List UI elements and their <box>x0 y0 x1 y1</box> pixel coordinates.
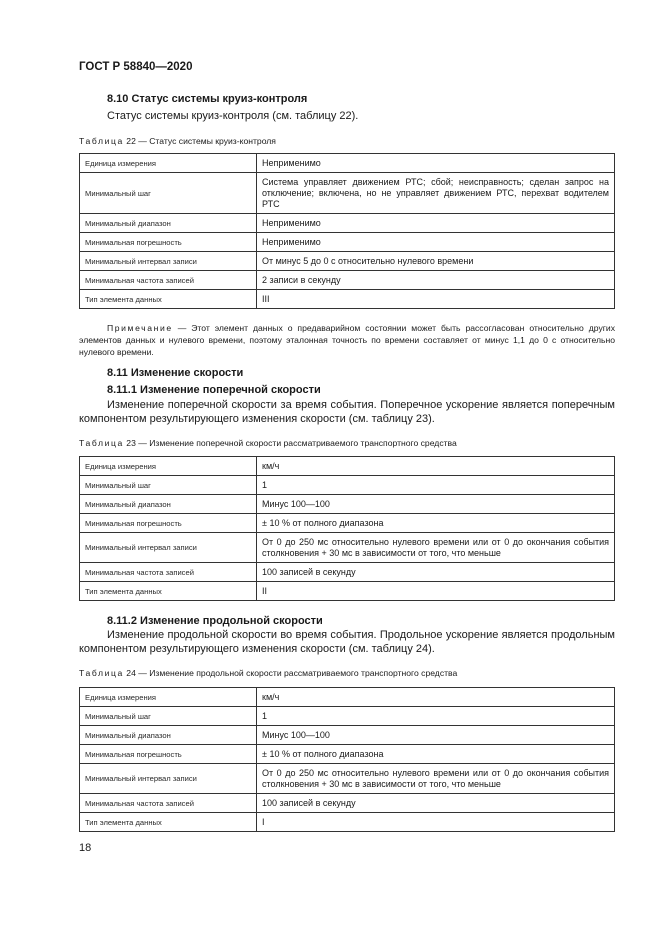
table-key-cell: Минимальный шаг <box>80 476 257 495</box>
table-value-cell: От 0 до 250 мс относительно нулевого времени или от 0 до окончания события столкновения + 30 мс в зависимости от того, что меньше <box>257 533 615 563</box>
table-24 <box>79 687 615 832</box>
table-key-cell: Единица измерения <box>80 154 257 173</box>
table-row <box>80 271 615 290</box>
note-text: — Этот элемент данных о предаварийном состоянии может быть рассогласован относительно других элементов данных и нулевого времени, поэтому эталонная точность по времени составляет от минус 1,1 до 0 с относительно нулевого времени. <box>79 323 615 357</box>
section-8-11-2-text: Изменение продольной скорости во время события. Продольное ускорение является продольным компонентом результирующего изменения скорости (см. таблицу 24). <box>79 629 615 655</box>
table-value-cell: Неприменимо <box>257 233 615 252</box>
table-row <box>80 707 615 726</box>
table-22-caption <box>79 136 276 146</box>
table-row <box>80 290 615 309</box>
table-row <box>80 214 615 233</box>
table-24-caption <box>79 668 457 678</box>
standard-header: ГОСТ Р 58840—2020 <box>79 61 193 73</box>
table-23-title: 23 — Изменение поперечной скорости рассматриваемого транспортного средства <box>126 438 457 448</box>
table-value-cell: I <box>257 813 615 832</box>
table-key-cell: Минимальный интервал записи <box>80 533 257 563</box>
table-row <box>80 495 615 514</box>
table-row <box>80 252 615 271</box>
table-row <box>80 533 615 563</box>
table-22-title: 22 — Статус системы круиз-контроля <box>126 136 276 146</box>
note-label: Примечание <box>107 323 173 333</box>
table-row <box>80 582 615 601</box>
table-key-cell: Тип элемента данных <box>80 582 257 601</box>
table-row <box>80 476 615 495</box>
page-number: 18 <box>79 842 92 854</box>
table-value-cell: Минус 100—100 <box>257 726 615 745</box>
table-row <box>80 764 615 794</box>
table-value-cell: ± 10 % от полного диапазона <box>257 745 615 764</box>
table-23-caption <box>79 438 457 448</box>
table-value-cell: 100 записей в секунду <box>257 794 615 813</box>
table-key-cell: Минимальный диапазон <box>80 495 257 514</box>
table-row <box>80 457 615 476</box>
table-key-cell: Минимальная погрешность <box>80 233 257 252</box>
table-row <box>80 745 615 764</box>
section-8-11-heading: 8.11 Изменение скорости <box>107 367 244 379</box>
table-key-cell: Минимальная погрешность <box>80 514 257 533</box>
table-value-cell: Неприменимо <box>257 214 615 233</box>
table-value-cell: ± 10 % от полного диапазона <box>257 514 615 533</box>
table-22-note <box>79 322 615 358</box>
table-key-cell: Минимальный интервал записи <box>80 764 257 794</box>
table-row <box>80 514 615 533</box>
table-row <box>80 813 615 832</box>
section-8-11-2-heading: 8.11.2 Изменение продольной скорости <box>107 615 323 627</box>
table-row <box>80 688 615 707</box>
table-row <box>80 154 615 173</box>
section-8-11-1-text: Изменение поперечной скорости за время события. Поперечное ускорение является поперечным компонентом результирующего изменения скорости (см. таблицу 23). <box>79 399 615 425</box>
table-row <box>80 563 615 582</box>
section-8-10-text: Статус системы круиз-контроля (см. таблицу 22). <box>107 110 359 122</box>
table-row <box>80 173 615 214</box>
table-key-cell: Минимальный шаг <box>80 173 257 214</box>
table-key-cell: Минимальная частота записей <box>80 563 257 582</box>
table-key-cell: Минимальный интервал записи <box>80 252 257 271</box>
table-value-cell: II <box>257 582 615 601</box>
table-24-title: 24 — Изменение продольной скорости рассматриваемого транспортного средства <box>126 668 458 678</box>
table-key-cell: Единица измерения <box>80 457 257 476</box>
table-key-cell: Минимальная частота записей <box>80 271 257 290</box>
table-key-cell: Минимальный диапазон <box>80 726 257 745</box>
table-value-cell: Система управляет движением РТС; сбой; неисправность; сделан запрос на отключение; включена, но не управляет движением РТС, перехват водителем РТС <box>257 173 615 214</box>
table-value-cell: От 0 до 250 мс относительно нулевого времени или от 0 до окончания события столкновения + 30 мс в зависимости от того, что меньше <box>257 764 615 794</box>
table-row <box>80 233 615 252</box>
table-value-cell: 2 записи в секунду <box>257 271 615 290</box>
table-value-cell: От минус 5 до 0 с относительно нулевого времени <box>257 252 615 271</box>
table-22 <box>79 153 615 309</box>
table-value-cell: км/ч <box>257 688 615 707</box>
table-key-cell: Тип элемента данных <box>80 290 257 309</box>
table-value-cell: 1 <box>257 707 615 726</box>
table-23-label: Таблица <box>79 438 124 448</box>
section-8-10-heading: 8.10 Статус системы круиз-контроля <box>107 93 308 105</box>
table-value-cell: Неприменимо <box>257 154 615 173</box>
table-row <box>80 726 615 745</box>
table-24-label: Таблица <box>79 668 124 678</box>
table-key-cell: Минимальная частота записей <box>80 794 257 813</box>
table-value-cell: III <box>257 290 615 309</box>
table-key-cell: Единица измерения <box>80 688 257 707</box>
table-value-cell: 1 <box>257 476 615 495</box>
table-key-cell: Тип элемента данных <box>80 813 257 832</box>
table-22-label: Таблица <box>79 136 124 146</box>
table-value-cell: км/ч <box>257 457 615 476</box>
table-key-cell: Минимальная погрешность <box>80 745 257 764</box>
section-8-11-1-heading: 8.11.1 Изменение поперечной скорости <box>107 384 321 396</box>
table-value-cell: Минус 100—100 <box>257 495 615 514</box>
table-23 <box>79 456 615 601</box>
table-value-cell: 100 записей в секунду <box>257 563 615 582</box>
table-row <box>80 794 615 813</box>
table-key-cell: Минимальный диапазон <box>80 214 257 233</box>
table-key-cell: Минимальный шаг <box>80 707 257 726</box>
